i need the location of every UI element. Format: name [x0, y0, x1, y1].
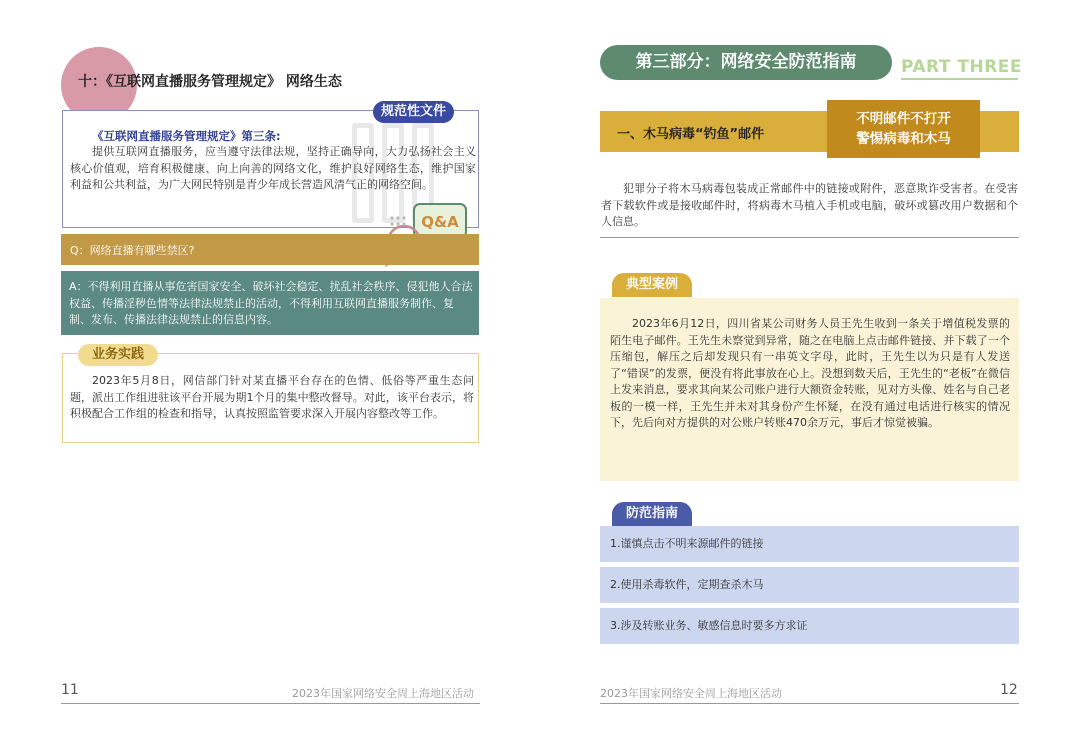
section-tag	[827, 100, 980, 158]
page-number-right: 12	[1000, 682, 1018, 698]
regulation-body: 提供互联网直播服务，应当遵守法律法规，坚持正确导向，大力弘扬社会主义核心价值观，培育积极健康、向上向善的网络文化，维护良好网络生态，维护国家利益和公共利益，为广大网民特别是青少年成长营造风清气正的网络空间。	[70, 145, 476, 191]
footer-left: 2023年国家网络安全周上海地区活动	[292, 687, 474, 700]
section-tag-line2: 警惕病毒和木马	[856, 131, 951, 147]
guide-item: 3.涉及转账业务、敏感信息时要多方求证	[600, 608, 1019, 644]
practice-body: 2023年5月8日，网信部门针对某直播平台存在的色情、低俗等严重生态问题，派出工作组进驻该平台开展为期1个月的集中整改督导。对此，该平台表示，将积极配合工作组的检查和指导，认真按照监管要求深入开展内容整改等工作。	[70, 374, 474, 420]
section-title: 一、木马病毒“钓鱼”邮件	[617, 127, 765, 142]
guide-badge: 防范指南	[612, 502, 692, 526]
intro-paragraph: 犯罪分子将木马病毒包装成正常邮件中的链接或附件，恶意欺诈受害者。在受害者下载软件或是接收邮件时，将病毒木马植入手机或电脑，破坏或篡改用户数据和个人信息。	[601, 182, 1018, 228]
part-title: 第三部分：网络安全防范指南	[600, 45, 892, 80]
question-text: Q：网络直播有哪些禁区?	[70, 244, 195, 257]
guide-item: 1.谨慎点击不明来源邮件的链接	[600, 526, 1019, 562]
regulation-title: 《互联网直播服务管理规定》第三条:	[92, 129, 281, 143]
footer-divider-left	[61, 703, 480, 704]
footer-divider-right	[600, 703, 1019, 704]
case-badge: 典型案例	[612, 273, 692, 297]
qa-icon-label: Q&A	[421, 213, 459, 231]
regulation-badge: 规范性文件	[373, 101, 454, 123]
section-heading: 十：《互联网直播服务管理规定》 网络生态	[78, 74, 342, 90]
case-body: 2023年6月12日，四川省某公司财务人员王先生收到一条关于增值税发票的陌生电子邮件。王先生未察觉到异常，随之在电脑上点击邮件链接、并下载了一个压缩包，解压之后却发现只有一串英文字母，此时，王先生以为只是有人发送了“错误”的发票，便没有将此事放在心上。没想到数天后，王先生的“老板”在微信上发来消息，要求其向某公司账户进行大额资金转账，见对方头像、姓名与自己老板的一模一样，王先生并未对其身份产生怀疑，在没有通过电话进行核实的情况下，先后向对方提供的对公账户转账470余万元，事后才惊觉被骗。	[610, 317, 1010, 429]
footer-right: 2023年国家网络安全周上海地区活动	[600, 687, 782, 700]
page-number-left: 11	[61, 682, 79, 698]
answer-text: A：不得利用直播从事危害国家安全、破坏社会稳定、扰乱社会秩序、侵犯他人合法权益、传播淫秽色情等法律法规禁止的活动，不得利用互联网直播服务制作、复制、发布、传播法律法规禁止的信息内容。	[69, 280, 473, 326]
part-english-label: PART THREE	[901, 57, 1023, 77]
part-english-underline	[901, 78, 1018, 80]
section-tag-line1: 不明邮件不打开	[856, 111, 951, 127]
practice-badge: 业务实践	[78, 344, 158, 366]
intro-divider	[600, 237, 1019, 238]
guide-item: 2.使用杀毒软件，定期查杀木马	[600, 567, 1019, 603]
